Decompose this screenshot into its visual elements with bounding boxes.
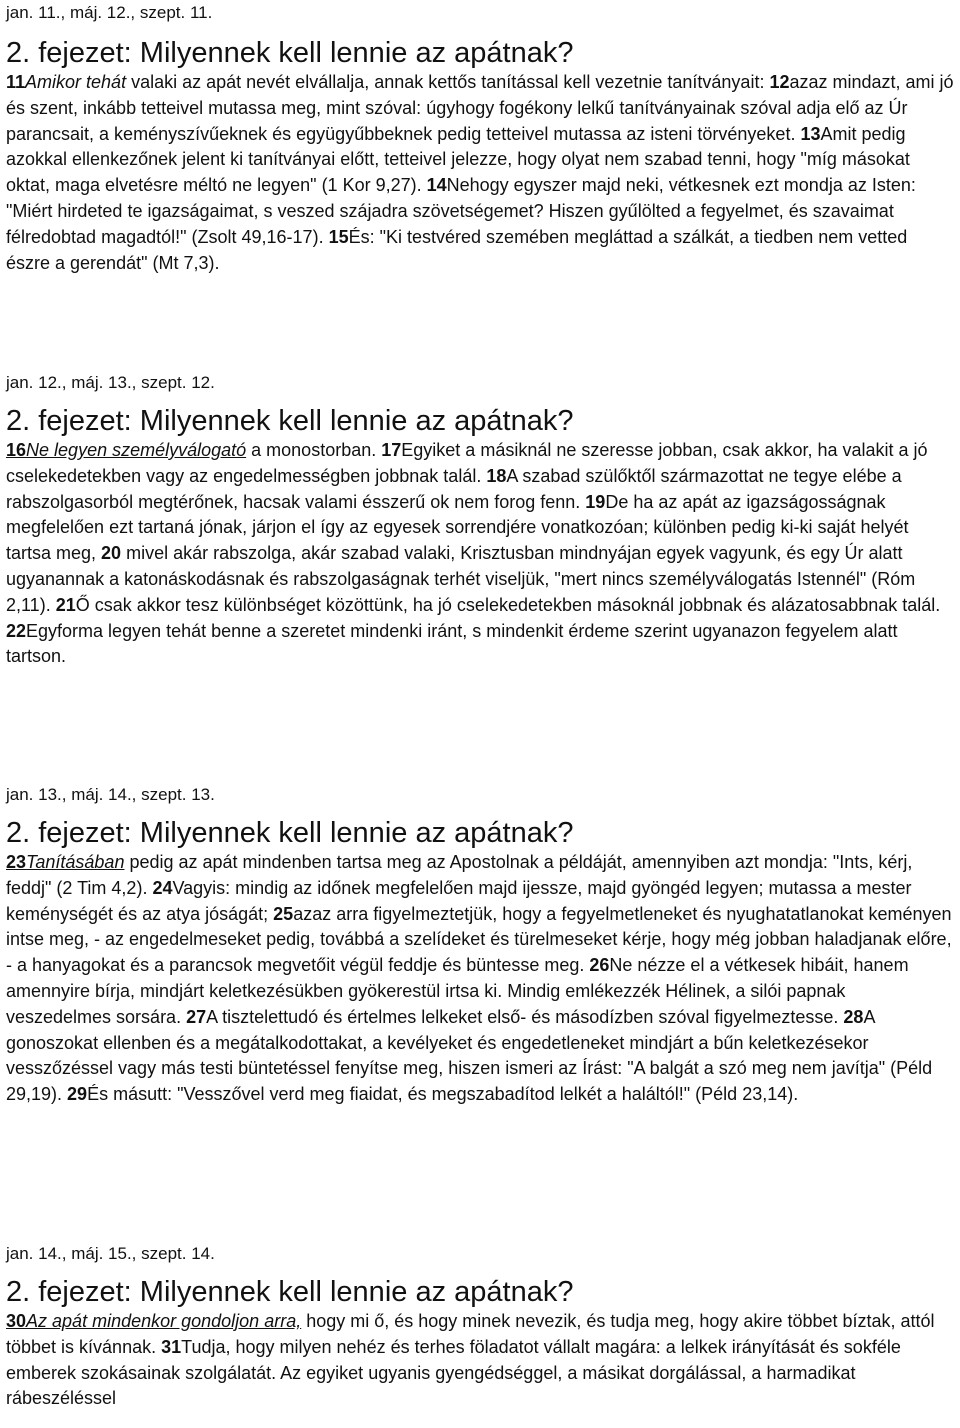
text-run: hogy mi ő, és hogy minek nevezik, és tudja meg, hogy akire többet bíztak, attól többet is kívánnak. [6,1311,935,1357]
chapter-heading: 2. fejezet: Milyennek kell lennie az apátnak? [6,817,574,849]
verse-number: 19 [585,491,606,512]
text-run: Ne nézze el a vétkesek hibáit, hanem amennyire bírja, mindjárt keletkezésükben gyökerestül irtsa ki. Mindig emlékezzék Hélinek, a silói papnak veszedelmes sorsára. [6,955,909,1027]
text-run: azaz arra figyelmeztetjük, hogy a fegyelmetleneket és nyughatatlanokat keményen intse meg, - az engedelmeseket pedig, továbbá a szelídeket és türelmeseket kérje, hogy még jobban haladjanak előre, - a hanyagokat és a parancsok megvetőit végül feddje és büntesse meg. [6,903,952,976]
chapter-text [6,1309,954,1412]
reading-section [6,784,954,1108]
text-run: pedig az apát mindenben tartsa meg az Apostolnak a példáját, amennyiben azt mondja: "Ints, kérj, feddj" (2 Tim 4,2). [6,852,913,898]
text-run: a monostorban. [246,440,382,460]
reading-date: jan. 13., máj. 14., szept. 13. [6,785,215,804]
reading-date: jan. 12., máj. 13., szept. 12. [6,373,215,392]
verse-number: 21 [55,594,76,615]
reading-date: jan. 11., máj. 12., szept. 11. [6,3,213,22]
text-run: Tanításában [26,852,125,872]
verse-number: 25 [273,903,294,924]
text-run: azaz mindazt, ami jó és szent, inkább tetteivel mutassa meg, mint szóval: úgyhogy fogékony lelkű tanítványainak szóval adja elő az Úr parancsait, a keményszívűeknek és együgyűbbeknek pedig tetteivel mutassa az isteni törvényeket. [6,72,954,144]
text-run: És másutt: "Vesszővel verd meg fiaidat, és megszabadítod lelkét a haláltól!" (Péld 23,14). [87,1084,799,1105]
text-run: Nehogy egyszer majd neki, vétkesnek ezt mondja az Isten: "Miért hirdeted te igazságaimat, s veszed szájadra szövetségemet? Hiszen gyűlölted a fegyelmet, és szavaimat félredobtad magadtól!" (Zsolt 49,16-17). [6,175,916,247]
text-run: A szabad szülőktől származottat ne tegye elébe a rabszolgasorból megtérőnek, hacsak valami ésszerű ok nem forog fenn. [6,465,902,512]
text-run: Vagyis: mindig az időnek megfelelően majd ijessze, majd gyöngéd legyen; mutassa a mester keménységét és az atya jóságát; [6,877,912,924]
text-run: De ha az apát az igazságosságnak megfelelően ezt tartaná jónak, járjon el így az egyesek sorrendjére vonatkozóan; különben pedig ki-ki saját helyét tartsa meg, [6,491,909,564]
verse-number: 28 [843,1006,864,1027]
verse-number: 31 [161,1336,182,1357]
text-run: Tudja, hogy milyen nehéz és terhes föladatot vállalt magára: a lelkek irányítását és sokféle emberek szokásainak szolgálatát. Az egyiket ugyanis gyengédséggel, a másikat dorgálással, a harmadikat rábeszéléssel [6,1336,901,1409]
verse-number: 13 [800,123,821,144]
verse-number: 12 [769,72,790,92]
reading-date: jan. 14., máj. 15., szept. 14. [6,1244,215,1263]
verse-number: 22 [6,620,27,641]
text-run: A tisztelettudó és értelmes lelkeket első- és másodízben szóval figyelmeztesse. [206,1006,844,1027]
verse-number: 15 [328,226,349,247]
chapter-text [6,70,954,276]
reading-section [6,1243,954,1412]
verse-number: 26 [589,955,610,976]
verse-number: 30 [6,1311,27,1331]
verse-number: 24 [152,877,173,898]
text-run: Ő csak akkor tesz különbséget közöttünk, ha jó cselekedetekben másoknál jobbnak és alázatosabbnak talál. [75,594,941,615]
verse-number: 18 [486,465,507,486]
chapter-text [6,438,954,670]
verse-number: 27 [186,1006,207,1027]
verse-number: 11 [6,72,26,92]
reading-section [6,372,954,670]
text-run: Az apát mindenkor gondoljon arra, [26,1311,302,1331]
text-run: mivel akár rabszolga, akár szabad valaki, Krisztusban mindnyájan egyek vagyunk, és egy Úr alatt ugyanannak a katonáskodásnak és rabszolgaságnak terhét viseljük, "mert nincs személyválogatás Istennél" (Róm 2,11). [6,543,916,615]
reading-section [6,2,954,276]
text-run: Egyforma legyen tehát benne a szeretet mindenki iránt, s mindenkit érdeme szerint ugyanazon fegyelem alatt tartson. [6,620,898,667]
text-run: Amit pedig azokkal ellenkezőnek jelent ki tanítványai előtt, tetteivel jelezze, hogy olyat nem szabad tenni, hogy "míg másokat oktat, maga elvetésre méltó ne legyen" (1 Kor 9,27). [6,123,910,196]
chapter-text [6,850,954,1108]
verse-number: 16 [6,440,27,460]
text-run: A gonoszokat ellenben és a megátalkodottakat, a kevélyeket és engedetleneket mindjárt a bűn keletkezésekor vesszőzéssel vagy más testi büntetéssel fenyítse meg, hiszen ismeri az Írást: "A balgát a szó meg nem javítja" (Péld 29,19). [6,1006,933,1105]
text-run: valaki az apát nevét elvállalja, annak kettős tanítással kell vezetnie tanítványait: [126,72,770,92]
verse-number: 20 [101,543,122,564]
text-run: És: "Ki testvéred szemében megláttad a szálkát, a tiedben nem vetted észre a gerendát" (Mt 7,3). [6,226,908,273]
chapter-heading: 2. fejezet: Milyennek kell lennie az apátnak? [6,1276,574,1308]
text-run: Egyiket a másiknál ne szeresse jobban, csak akkor, ha valakit a jó cselekedetekben vagy az engedelmességben jobbnak talál. [6,440,928,486]
text-run: Amikor tehát [25,72,127,92]
verse-number: 29 [67,1084,88,1105]
verse-number: 14 [426,175,447,196]
chapter-heading: 2. fejezet: Milyennek kell lennie az apátnak? [6,37,574,69]
verse-number: 23 [6,852,27,872]
chapter-heading: 2. fejezet: Milyennek kell lennie az apátnak? [6,405,574,437]
text-run: Ne legyen személyválogató [26,440,247,460]
verse-number: 17 [381,440,402,460]
